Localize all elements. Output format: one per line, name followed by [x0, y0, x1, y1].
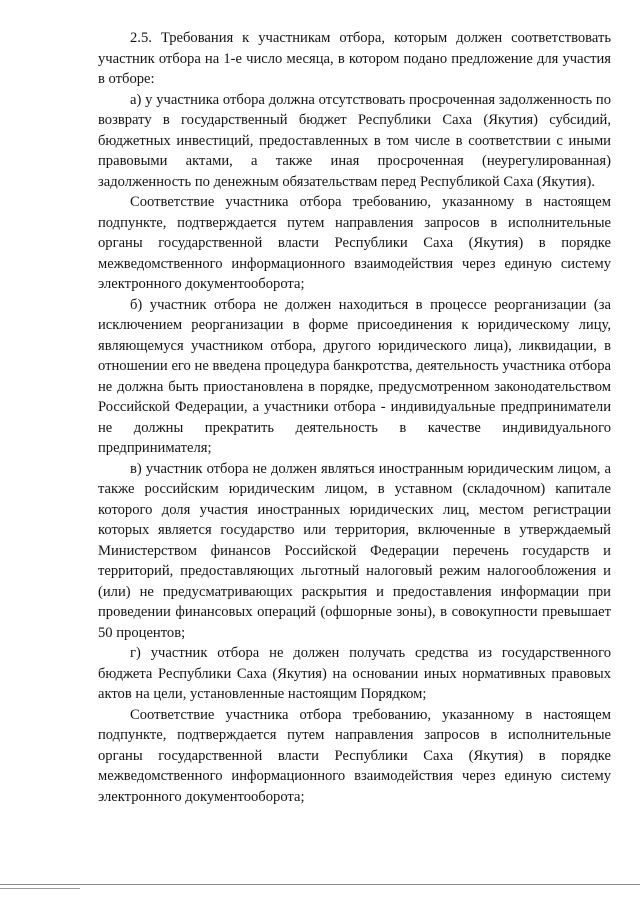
page-bottom-rule [0, 884, 640, 885]
paragraph-b-reorganization: б) участник отбора не должен находиться в процессе реорганизации (за исключением реорганизации в форме присоединения к юридическому лицу, являющемуся участником отбора, другого юридического лица), ликвидации, в отношении его не введена процедура банкротства, деятельность участника отбора не должна быть приостановлена в порядке, предусмотренном законодательством Российской Федерации, а участники отбора - индивидуальные предприниматели не должны прекратить деятельность в качестве индивидуального предпринимателя; [98, 296, 611, 456]
paragraph-v-foreign-entity: в) участник отбора не должен являться иностранным юридическим лицом, а также российским юридическим лицом, в уставном (складочном) капитале которого доля участия иностранных юридических лиц, местом регистрации которых является государство или территория, включенные в утверждаемый Министерством финансов Российской Федерации перечень государств и территорий, предоставляющих льготный налоговый режим налогообложения и (или) не предусматривающих раскрытия и предоставления информации при проведении финансовых операций (офшорные зоны), в совокупности превышает 50 процентов; [98, 460, 611, 641]
paragraph-compliance-g: Соответствие участника отбора требованию, указанному в настоящем подпункте, подтверждается путем направления запросов в исполнительные органы государственной власти Республики Саха (Якутия) в порядке межведомственного информационного взаимодействия через единую систему электронного документооборота; [98, 706, 611, 805]
document-body [98, 28, 611, 807]
page-bottom-rule-short [0, 888, 80, 889]
paragraph-2-5-intro: 2.5. Требования к участникам отбора, которым должен соответствовать участник отбора на 1-е число месяца, в котором подано предложение для участия в отборе: [98, 30, 611, 87]
paragraph-g-budget-funds: г) участник отбора не должен получать средства из государственного бюджета Республики Саха (Якутия) на основании иных нормативных правовых актов на цели, установленные настоящим Порядком; [98, 645, 611, 702]
paragraph-a-debt: а) у участника отбора должна отсутствовать просроченная задолженность по возврату в государственный бюджет Республики Саха (Якутия) субсидий, бюджетных инвестиций, предоставленных в том числе в соответствии с иными правовыми актами, а также иная просроченная (неурегулированная) задолженность по денежным обязательствам перед Республикой Саха (Якутия). [98, 91, 611, 190]
paragraph-compliance-a: Соответствие участника отбора требованию, указанному в настоящем подпункте, подтверждается путем направления запросов в исполнительные органы государственной власти Республики Саха (Якутия) в порядке межведомственного информационного взаимодействия через единую систему электронного документооборота; [98, 194, 611, 292]
